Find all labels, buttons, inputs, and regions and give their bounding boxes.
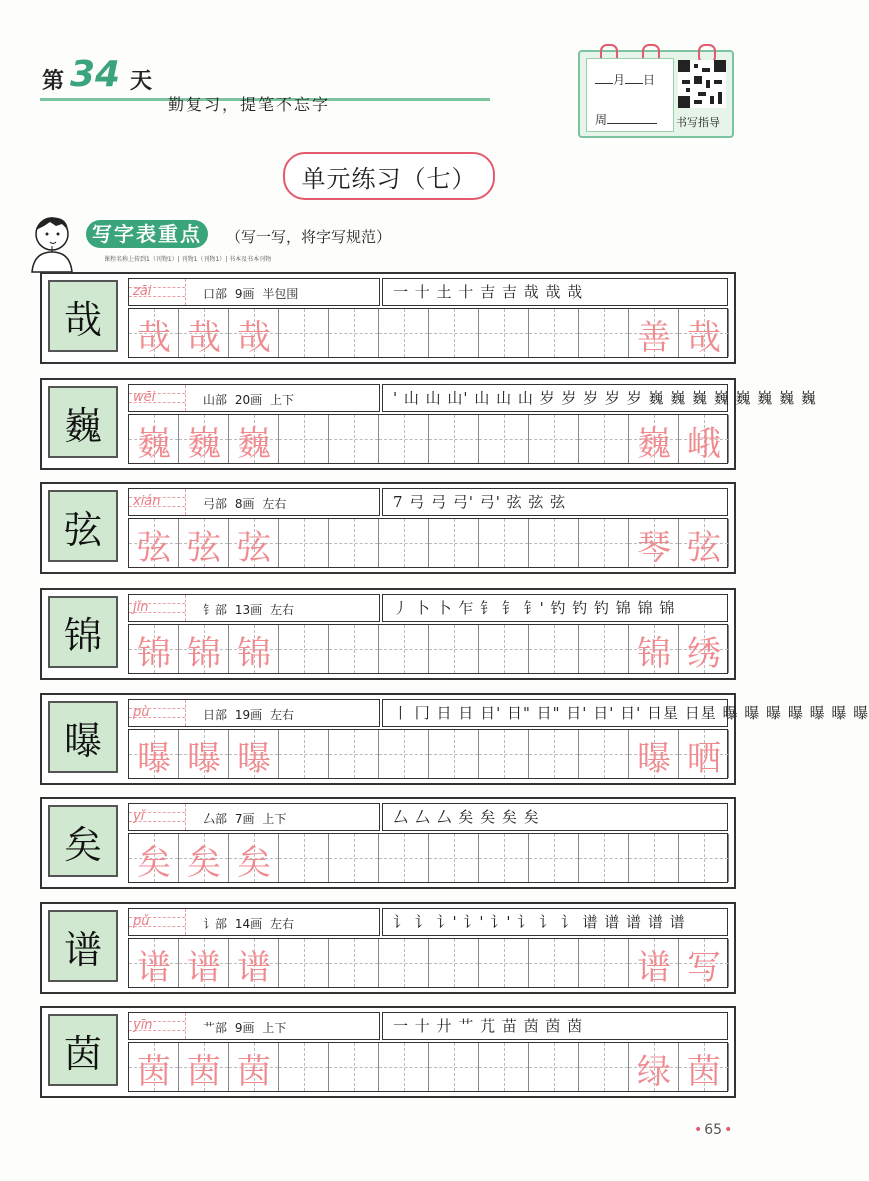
writing-cell[interactable] bbox=[329, 625, 379, 673]
character-meta bbox=[203, 285, 298, 302]
trace-character: 哉 bbox=[137, 317, 171, 358]
writing-cell[interactable] bbox=[379, 1043, 429, 1091]
character-info bbox=[128, 908, 380, 936]
model-character: 弦 bbox=[48, 490, 118, 562]
trace-character: 哉 bbox=[187, 317, 221, 358]
writing-cell[interactable] bbox=[279, 1043, 329, 1091]
writing-grid[interactable] bbox=[128, 624, 728, 674]
section-title: 单元练习（七） bbox=[283, 152, 495, 200]
writing-cell[interactable] bbox=[279, 834, 329, 882]
trace-character: 哉 bbox=[237, 317, 271, 358]
character-info bbox=[128, 1012, 380, 1040]
trace-character: 曝 bbox=[137, 738, 171, 779]
writing-cell[interactable] bbox=[529, 519, 579, 567]
trace-character: 锦 bbox=[137, 633, 171, 674]
stroke-order: 丿 卜 卜 乍 钅 钅 钅' 钓 钓 钓 锦 锦 锦 bbox=[382, 594, 728, 622]
page-number: • 65 • bbox=[692, 1122, 734, 1138]
writing-cell[interactable] bbox=[379, 519, 429, 567]
day-label bbox=[42, 54, 153, 98]
character-card bbox=[40, 272, 736, 364]
stroke-order: 厶 厶 厶 矣 矣 矣 矣 bbox=[382, 803, 728, 831]
radical: 讠部 bbox=[203, 917, 228, 931]
writing-cell[interactable] bbox=[329, 730, 379, 778]
model-character: 锦 bbox=[48, 596, 118, 668]
trace-character: 矣 bbox=[237, 842, 271, 883]
writing-cell[interactable] bbox=[529, 625, 579, 673]
trace-character: 谱 bbox=[137, 947, 171, 988]
radical: 口部 bbox=[203, 287, 228, 301]
character-card bbox=[40, 797, 736, 889]
character-card bbox=[40, 1006, 736, 1098]
structure: 左右 bbox=[269, 708, 294, 722]
character-meta bbox=[203, 495, 286, 512]
radical: 艹部 bbox=[203, 1021, 228, 1035]
radical: 钅部 bbox=[203, 603, 228, 617]
word-character: 曝 bbox=[637, 738, 671, 779]
practice-title: 写字表重点 bbox=[86, 220, 208, 248]
writing-cell[interactable] bbox=[579, 519, 629, 567]
writing-cell[interactable] bbox=[329, 415, 379, 463]
radical: 弓部 bbox=[203, 497, 228, 511]
writing-cell[interactable] bbox=[429, 1043, 479, 1091]
writing-cell[interactable] bbox=[379, 730, 429, 778]
stroke-count: 8画 bbox=[234, 497, 255, 511]
boy-mascot-icon bbox=[22, 210, 82, 272]
word-character: 绿 bbox=[637, 1051, 671, 1092]
radical: 厶部 bbox=[203, 812, 228, 826]
motto: 勤复习，提笔不忘字 bbox=[168, 95, 331, 114]
writing-cell[interactable] bbox=[579, 625, 629, 673]
word-character: 巍 bbox=[637, 423, 671, 464]
structure: 左右 bbox=[269, 917, 294, 931]
character-info bbox=[128, 699, 380, 727]
date-box bbox=[578, 50, 734, 138]
writing-cell[interactable] bbox=[579, 834, 629, 882]
structure: 左右 bbox=[262, 497, 287, 511]
writing-cell[interactable] bbox=[379, 939, 429, 987]
word-character: 善 bbox=[637, 317, 671, 358]
stroke-order: 讠 讠 讠' 讠' 讠' 讠 讠 讠 谱 谱 谱 谱 谱 bbox=[382, 908, 728, 936]
writing-cell[interactable] bbox=[579, 1043, 629, 1091]
writing-cell[interactable] bbox=[579, 939, 629, 987]
writing-grid[interactable] bbox=[128, 938, 728, 988]
day-of-month-label: 日 bbox=[643, 73, 656, 87]
trace-character: 巍 bbox=[237, 423, 271, 464]
character-card bbox=[40, 588, 736, 680]
writing-cell[interactable] bbox=[329, 519, 379, 567]
trace-character: 谱 bbox=[187, 947, 221, 988]
word-character: 茵 bbox=[687, 1051, 721, 1092]
stroke-order: 丨 冂 日 日 日' 日" 日" 日' 日' 日' 日星 日星 曝 曝 曝 曝 曝 曝 曝 bbox=[382, 699, 728, 727]
writing-cell[interactable] bbox=[429, 309, 479, 357]
writing-cell[interactable] bbox=[479, 415, 529, 463]
writing-cell[interactable] bbox=[379, 415, 429, 463]
writing-grid[interactable] bbox=[128, 518, 728, 568]
trace-character: 弦 bbox=[187, 527, 221, 568]
character-meta bbox=[203, 915, 294, 932]
character-meta bbox=[203, 391, 294, 408]
character-info bbox=[128, 278, 380, 306]
character-card bbox=[40, 902, 736, 994]
date-field[interactable] bbox=[595, 71, 655, 88]
character-card bbox=[40, 693, 869, 785]
writing-cell[interactable] bbox=[529, 730, 579, 778]
writing-grid[interactable] bbox=[128, 414, 728, 464]
structure: 上下 bbox=[262, 1021, 287, 1035]
writing-cell[interactable] bbox=[379, 309, 429, 357]
model-character: 曝 bbox=[48, 701, 118, 773]
writing-cell[interactable] bbox=[579, 415, 629, 463]
pinyin: pǔ bbox=[133, 914, 150, 929]
radical: 日部 bbox=[203, 708, 228, 722]
model-character: 哉 bbox=[48, 280, 118, 352]
word-character: 写 bbox=[687, 947, 721, 988]
model-character: 谱 bbox=[48, 910, 118, 982]
character-meta bbox=[203, 601, 294, 618]
pinyin: zāi bbox=[133, 284, 152, 299]
writing-cell[interactable] bbox=[479, 1043, 529, 1091]
writing-cell[interactable] bbox=[379, 834, 429, 882]
writing-grid[interactable] bbox=[128, 1042, 728, 1092]
writing-cell[interactable] bbox=[579, 309, 629, 357]
word-character: 谱 bbox=[637, 947, 671, 988]
writing-cell[interactable] bbox=[329, 939, 379, 987]
model-character: 茵 bbox=[48, 1014, 118, 1086]
writing-cell[interactable] bbox=[479, 625, 529, 673]
writing-cell[interactable] bbox=[479, 730, 529, 778]
qr-code-icon[interactable] bbox=[678, 60, 726, 108]
stroke-count: 14画 bbox=[234, 917, 263, 931]
writing-cell[interactable] bbox=[279, 519, 329, 567]
stroke-count: 13画 bbox=[234, 603, 263, 617]
character-card bbox=[40, 482, 736, 574]
writing-cell[interactable] bbox=[279, 625, 329, 673]
writing-cell[interactable] bbox=[679, 834, 729, 882]
model-character: 巍 bbox=[48, 386, 118, 458]
stroke-count: 9画 bbox=[234, 287, 255, 301]
pinyin: yīn bbox=[133, 1018, 153, 1033]
qr-label: 书写指导 bbox=[676, 116, 720, 129]
radical: 山部 bbox=[203, 393, 228, 407]
writing-cell[interactable] bbox=[479, 834, 529, 882]
stroke-count: 19画 bbox=[234, 708, 263, 722]
structure: 半包围 bbox=[262, 287, 299, 301]
writing-cell[interactable] bbox=[329, 309, 379, 357]
date-fill-area[interactable] bbox=[586, 58, 674, 132]
writing-cell[interactable] bbox=[529, 415, 579, 463]
stroke-order: 7 弓 弓 弓' 弓' 弦 弦 弦 bbox=[382, 488, 728, 516]
writing-cell[interactable] bbox=[429, 625, 479, 673]
word-character: 锦 bbox=[637, 633, 671, 674]
writing-cell[interactable] bbox=[329, 1043, 379, 1091]
stroke-order: 一 十 廾 艹 芁 苗 茵 茵 茵 bbox=[382, 1012, 728, 1040]
writing-cell[interactable] bbox=[379, 625, 429, 673]
character-info bbox=[128, 384, 380, 412]
trace-character: 锦 bbox=[187, 633, 221, 674]
week-field[interactable] bbox=[595, 111, 657, 128]
character-info bbox=[128, 803, 380, 831]
stroke-order: 一 十 土 十 吉 吉 哉 哉 哉 bbox=[382, 278, 728, 306]
pinyin: wēi bbox=[133, 390, 156, 405]
writing-cell[interactable] bbox=[429, 834, 479, 882]
writing-cell[interactable] bbox=[529, 834, 579, 882]
character-info bbox=[128, 488, 380, 516]
structure: 上下 bbox=[262, 812, 287, 826]
trace-character: 茵 bbox=[137, 1051, 171, 1092]
trace-character: 巍 bbox=[187, 423, 221, 464]
writing-cell[interactable] bbox=[479, 519, 529, 567]
trace-character: 弦 bbox=[237, 527, 271, 568]
trace-character: 曝 bbox=[187, 738, 221, 779]
trace-character: 茵 bbox=[187, 1051, 221, 1092]
writing-cell[interactable] bbox=[529, 939, 579, 987]
character-card bbox=[40, 378, 817, 470]
writing-cell[interactable] bbox=[579, 730, 629, 778]
week-label: 周 bbox=[595, 113, 608, 127]
writing-cell[interactable] bbox=[529, 1043, 579, 1091]
writing-cell[interactable] bbox=[279, 939, 329, 987]
trace-character: 茵 bbox=[237, 1051, 271, 1092]
word-character: 绣 bbox=[687, 633, 721, 674]
writing-grid[interactable] bbox=[128, 729, 728, 779]
pinyin: pù bbox=[133, 705, 150, 720]
day-suffix: 天 bbox=[130, 68, 153, 94]
writing-cell[interactable] bbox=[429, 730, 479, 778]
word-character: 晒 bbox=[687, 738, 721, 779]
writing-cell[interactable] bbox=[429, 519, 479, 567]
word-character: 峨 bbox=[687, 423, 721, 464]
tiny-caption: 课程名称上传到1（刊物1）| 刊物1（刊物1）| 书本及书本刊物 bbox=[104, 256, 272, 263]
writing-cell[interactable] bbox=[279, 730, 329, 778]
character-meta bbox=[203, 1019, 286, 1036]
character-info bbox=[128, 594, 380, 622]
writing-cell[interactable] bbox=[329, 834, 379, 882]
writing-cell[interactable] bbox=[279, 415, 329, 463]
stroke-order: ' 山 山 山' 山 山 山 岁 岁 岁 岁 岁 巍 巍 巍 巍 巍 巍 巍 巍 bbox=[382, 384, 728, 412]
trace-character: 巍 bbox=[137, 423, 171, 464]
pinyin: xián bbox=[133, 494, 161, 509]
stroke-count: 9画 bbox=[234, 1021, 255, 1035]
model-character: 矣 bbox=[48, 805, 118, 877]
word-character: 弦 bbox=[687, 527, 721, 568]
pinyin: yǐ bbox=[133, 809, 145, 824]
day-number: 34 bbox=[70, 54, 121, 95]
writing-grid[interactable] bbox=[128, 308, 728, 358]
writing-cell[interactable] bbox=[529, 309, 579, 357]
trace-character: 谱 bbox=[237, 947, 271, 988]
character-meta bbox=[203, 706, 294, 723]
trace-character: 曝 bbox=[237, 738, 271, 779]
writing-cell[interactable] bbox=[629, 834, 679, 882]
character-meta bbox=[203, 810, 286, 827]
day-prefix: 第 bbox=[42, 68, 65, 94]
trace-character: 矣 bbox=[187, 842, 221, 883]
structure: 左右 bbox=[269, 603, 294, 617]
stroke-count: 20画 bbox=[234, 393, 263, 407]
trace-character: 锦 bbox=[237, 633, 271, 674]
writing-grid[interactable] bbox=[128, 833, 728, 883]
pinyin: jǐn bbox=[133, 600, 149, 615]
writing-cell[interactable] bbox=[429, 415, 479, 463]
writing-cell[interactable] bbox=[479, 939, 529, 987]
writing-cell[interactable] bbox=[279, 309, 329, 357]
trace-character: 弦 bbox=[137, 527, 171, 568]
writing-cell[interactable] bbox=[479, 309, 529, 357]
structure: 上下 bbox=[269, 393, 294, 407]
stroke-count: 7画 bbox=[234, 812, 255, 826]
trace-character: 矣 bbox=[137, 842, 171, 883]
month-label: 月 bbox=[613, 73, 626, 87]
writing-cell[interactable] bbox=[429, 939, 479, 987]
word-character: 哉 bbox=[687, 317, 721, 358]
word-character: 琴 bbox=[637, 527, 671, 568]
practice-note: （写一写，将字写规范） bbox=[226, 228, 392, 246]
